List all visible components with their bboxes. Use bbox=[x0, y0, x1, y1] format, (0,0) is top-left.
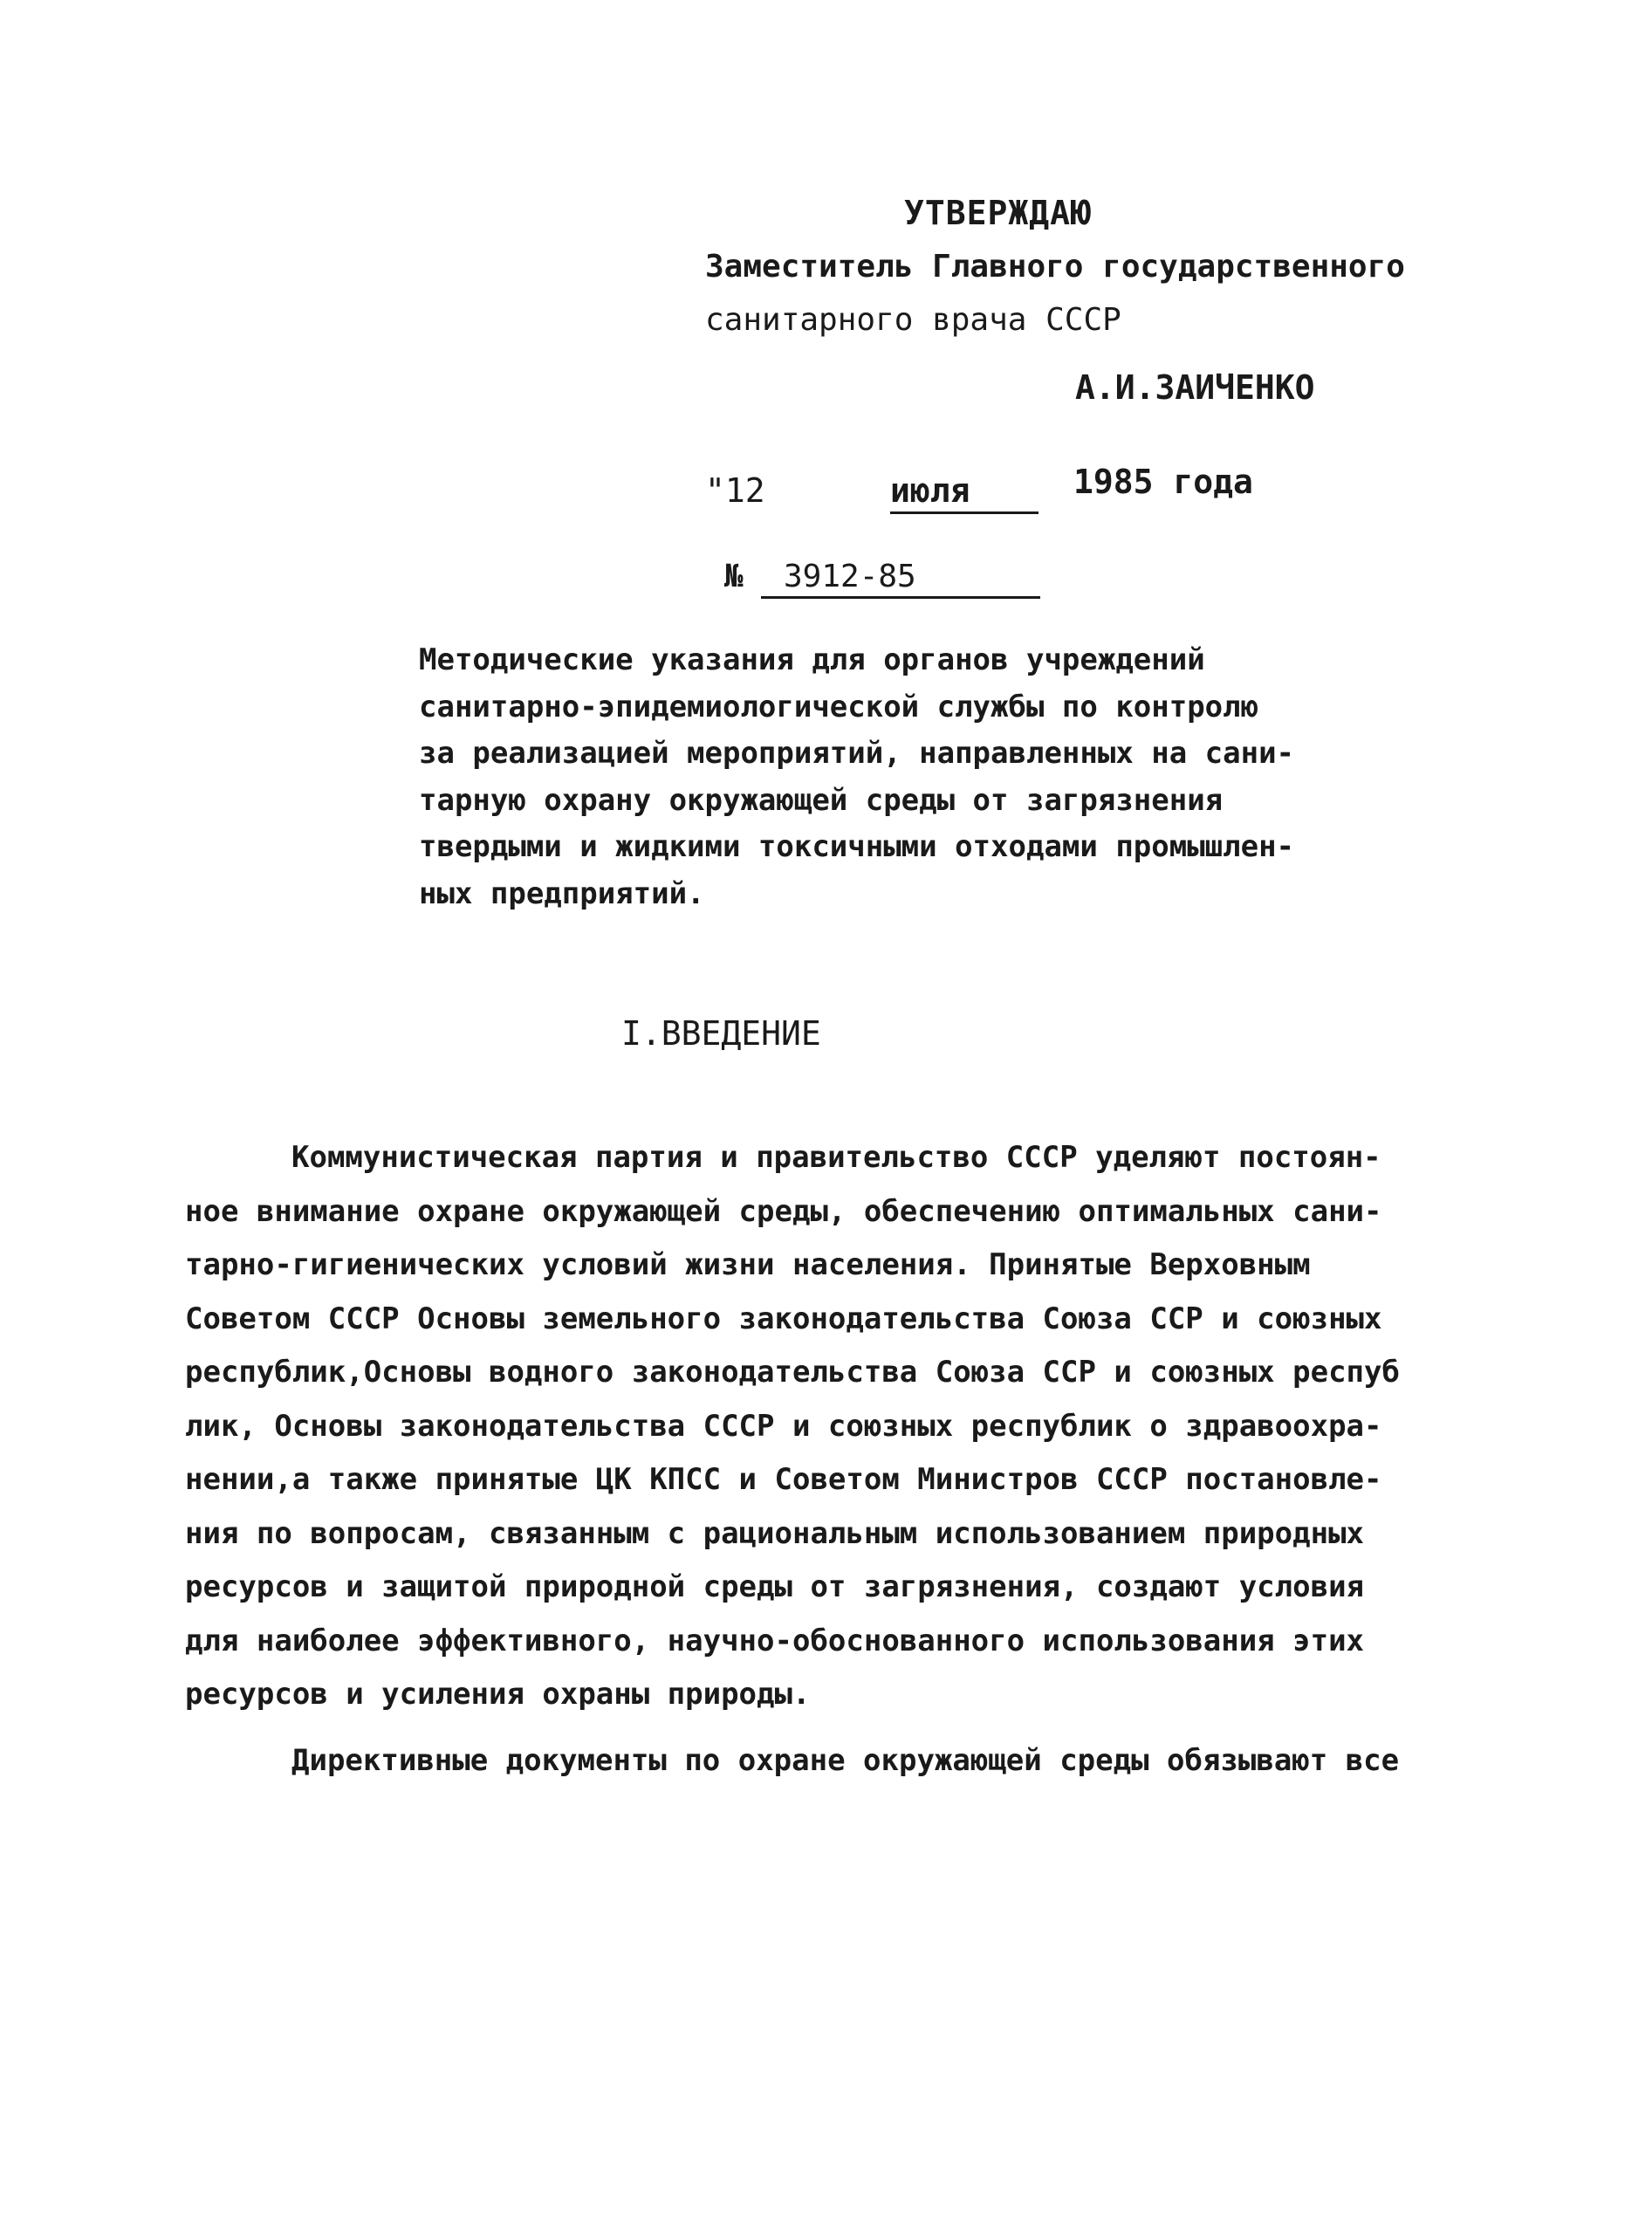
title-line: Методические указания для органов учреждений bbox=[419, 642, 1205, 677]
document-title bbox=[419, 637, 1361, 917]
paragraph-line: ресурсов и защитой природной среды от загрязнения, создают условия bbox=[185, 1569, 1365, 1604]
title-line: за реализацией мероприятий, направленных на сани- bbox=[419, 736, 1295, 771]
date-year: 1985 года bbox=[1073, 463, 1253, 501]
doc-number: 3912-85 bbox=[761, 559, 1040, 599]
paragraph-line: для наиболее эффективного, научно-обоснованного использования этих bbox=[185, 1623, 1365, 1658]
date-month: июля bbox=[890, 471, 1038, 514]
paragraph-line: нении,а также принятые ЦК КПСС и Советом Министров СССР постановле- bbox=[185, 1462, 1382, 1497]
title-line: тарную охрану окружающей среды от загрязнения bbox=[419, 782, 1224, 818]
paragraph-line: ния по вопросам, связанным с рациональным использованием природных bbox=[185, 1515, 1365, 1551]
paragraph-line: ресурсов и усиления охраны природы. bbox=[185, 1677, 811, 1712]
approver-name: А.И.ЗАИЧЕНКО bbox=[1075, 368, 1315, 407]
paragraph-line: республик,Основы водного законодательства Союза ССР и союзных респуб bbox=[185, 1355, 1400, 1390]
approval-stamp: УТВЕРЖДАЮ bbox=[904, 194, 1092, 232]
paragraph-line: тарно-гигиенических условий жизни населения. Принятые Верховным bbox=[185, 1247, 1311, 1282]
doc-number-sign: № bbox=[724, 559, 744, 594]
date-day: "12 bbox=[705, 471, 765, 510]
section-heading: I.ВВЕДЕНИЕ bbox=[621, 1014, 821, 1053]
paragraph-line: лик, Основы законодательства СССР и союзных республик о здравоохра- bbox=[185, 1408, 1382, 1444]
approver-position-line-2: санитарного врача СССР bbox=[705, 302, 1121, 338]
title-line: твердыми и жидкими токсичными отходами промышлен- bbox=[419, 829, 1295, 864]
title-line: ных предприятий. bbox=[419, 875, 705, 911]
approver-position-line-1: Заместитель Главного государственного bbox=[705, 249, 1405, 285]
body-text bbox=[185, 1131, 1468, 1788]
paragraph-line: Советом СССР Основы земельного законодательства Союза ССР и союзных bbox=[185, 1301, 1382, 1336]
paragraph-line: ное внимание охране окружающей среды, обеспечению оптимальных сани- bbox=[185, 1193, 1382, 1229]
paragraph-line: Коммунистическая партия и правительство СССР уделяют постоян- bbox=[291, 1140, 1381, 1175]
paragraph-line: Директивные документы по охране окружающей среды обязывают все bbox=[291, 1742, 1400, 1778]
title-line: санитарно-эпидемиологической службы по контролю bbox=[419, 689, 1259, 724]
